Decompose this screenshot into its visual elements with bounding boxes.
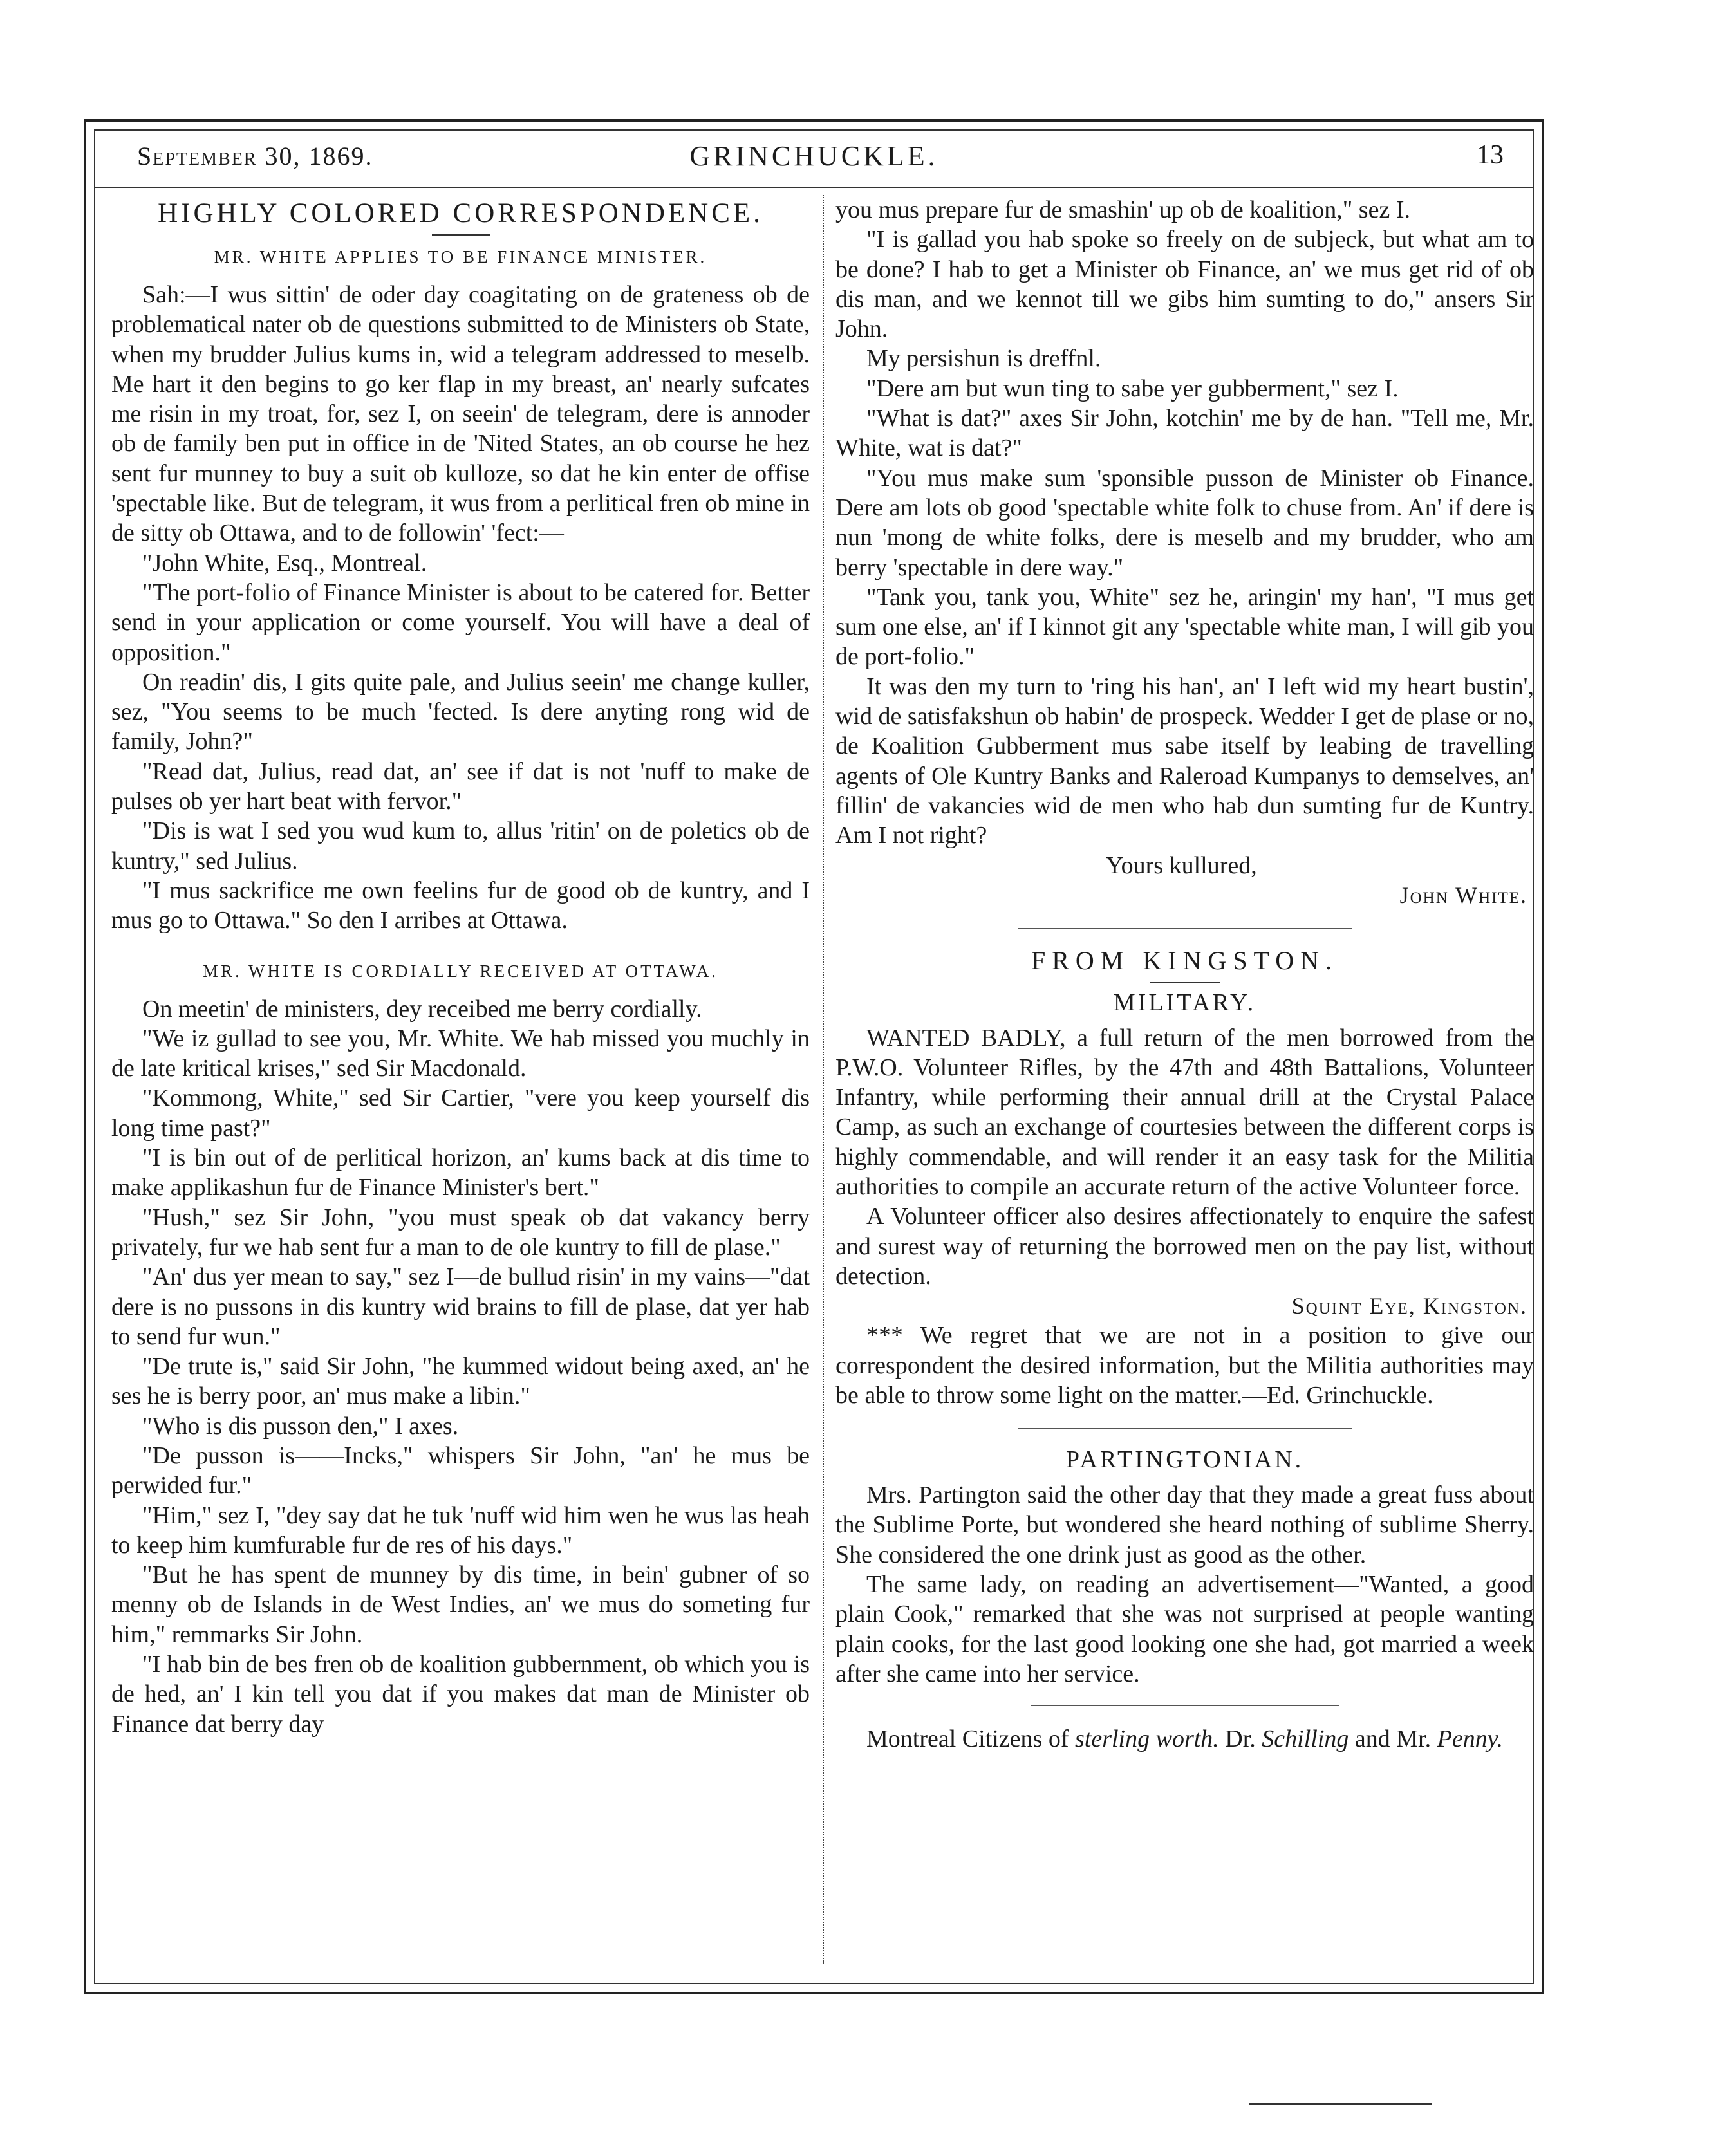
kingston-title: FROM KINGSTON. [1031,945,1339,975]
page-frame [84,119,1544,1994]
masthead [95,131,1533,189]
publication-title: GRINCHUCKLE. [689,140,938,172]
montreal-italic-schilling: Schilling [1262,1725,1349,1753]
partingtonian-paragraph: The same lady, on reading an advertisement—"Wanted, a good plain Cook," remarked that she was not surprised at people wanting plain cooks, for the last good looking one she had, got married a week after she came into her service. [835,1570,1534,1687]
montreal-citizens-paragraph [835,1724,1534,1754]
article1-paragraph: "I mus sackrifice me own feelins fur de good ob de kuntry, and I mus go to Ottawa." So den I arribes at Ottawa. [111,877,810,934]
continuation-paragraph: "Dere am but wun ting to sabe yer gubberment," sez I. [866,375,1399,402]
article1-paragraph: "Read dat, Julius, read dat, an' see if dat is not 'nuff to make de pulses ob yer hart beat with fervor." [111,757,810,815]
editor-note: *** We regret that we are not in a position to give our correspondent the desired information, but the Militia authorities may be able to throw some light on the matter.—Ed. Grinchuckle. [835,1322,1534,1409]
partingtonian-paragraph: Mrs. Partington said the other day that they made a great fuss about the Sublime Porte, but wondered she heard nothing of sublime Sherry. She considered the one drink just as good as the other. [835,1481,1534,1568]
kingston-title-rule [1150,982,1220,983]
partingtonian-title: PARTINGTONIAN. [1065,1446,1304,1474]
article2-paragraph: "Hush," sez Sir John, "you must speak ob dat vakancy berry privately, fur we hab sent fur a man to de ole kuntry to fill de plase." [111,1203,810,1261]
continuation-paragraph: "You mus make sum 'sponsible pusson de Minister ob Finance. Dere am lots ob good 'spectable white folk to chuse from. An' if dere is nun 'mong de white folks, dere is meselb and my brudder, who am berry 'spectable in dere way." [835,464,1534,581]
kingston-subtitle: MILITARY. [1113,989,1256,1016]
article1-paragraph: "John White, Esq., Montreal. [142,549,427,577]
article1-paragraph: Sah:—I wus sittin' de oder day coagitating on de grateness ob de problematical nater ob de questions submitted to de Ministers ob State, when my brudder Julius kums in, wid a telegram addressed to meselb. Me hart it den begins to go ker flap in my breast, an' nearly sufcates me risin in my troat, for, sez I, on seein' de telegram, dere is annoder ob de family ben put in office in de 'Nited States, an ob course he hez sent fur munney to buy a suit ob kulloze, so dat he kin enter de offise 'spectable like. But de telegram, it wus from a perlitical fren ob mine in de sitty ob Ottawa, and to de followin' 'fect:— [111,281,810,547]
right-column [835,195,1534,1964]
section-divider [1018,1427,1352,1429]
article2-paragraph: "I hab bin de bes fren ob de koalition gubbernment, ob which you is de hed, an' I kin tell you dat if you makes dat man de Minister ob Finance dat berry day [111,1651,810,1738]
headline-rule [432,234,490,236]
continuation-paragraph: you mus prepare fur de smashin' up ob de koalition," sez I. [835,196,1410,223]
subhead-applies: MR. WHITE APPLIES TO BE FINANCE MINISTER. [214,247,707,266]
continuation-paragraph: "I is gallad you hab spoke so freely on de subjeck, but what am to be done? I hab to get a Minister ob Finance, an' we mus get rid of ob dis man, and we kennot till we gibs him sumting to do," ansers Sir John. [835,226,1534,343]
issue-date: September 30, 1869. [137,142,373,171]
subhead-received: MR. WHITE IS CORDIALLY RECEIVED AT OTTAWA. [203,961,718,981]
article2-paragraph: "De pusson is——Incks," whispers Sir John, "an' he mus be perwided fur." [111,1442,810,1500]
article1-paragraph: "The port-folio of Finance Minister is about to be catered for. Better send in your application or come yourself. You will have a deal of opposition." [111,579,810,666]
signature-john-white: John White. [1399,882,1527,908]
page-number: 13 [1477,140,1504,170]
article2-paragraph: "De trute is," said Sir John, "he kummed widout being axed, an' he ses he is berry poor, an' mus make a libin." [111,1353,810,1410]
column-divider [823,195,824,1964]
kingston-paragraph: A Volunteer officer also desires affectionately to enquire the safest and surest way of returning the borrowed men on the pay list, without detection. [835,1203,1534,1290]
continuation-paragraph: "Tank you, tank you, White" sez he, aringin' my han', "I mus get sum one else, an' if I kinnot git any 'spectable white man, I will gib you de port-folio." [835,583,1534,671]
article2-paragraph: "We iz gullad to see you, Mr. White. We hab missed you muchly in de late kritical krises," sed Sir Macdonald. [111,1025,810,1082]
article2-paragraph: "Him," sez I, "dey say dat he tuk 'nuff wid him wen he wus las heah to keep him kumfurable fur de res of his days." [111,1501,810,1559]
montreal-text: and Mr. [1349,1725,1437,1753]
left-column [111,195,810,1964]
article2-paragraph: "Who is dis pusson den," I axes. [142,1412,459,1440]
montreal-italic-sterling: sterling worth. [1074,1725,1219,1753]
article2-paragraph: "Kommong, White," sed Sir Cartier, "vere you keep yourself dis long time past?" [111,1084,810,1142]
kingston-paragraph: WANTED BADLY, a full return of the men borrowed from the P.W.O. Volunteer Rifles, by the 47th and 48th Battalions, Volunteer Infantry, while performing their annual drill at the Crystal Palace Camp, as such an exchange of courtesies between the different corps is highly commendable, and will render it an easy task for the Militia authorities to compile an accurate return of the active Volunteer force. [835,1024,1534,1201]
signature-squint-eye: Squint Eye, Kingston. [1291,1293,1527,1319]
article2-paragraph: "But he has spent de munney by dis time, in bein' gubner of so menny ob de Islands in de West Indies, an' we mus do someting fur him," remmarks Sir John. [111,1561,810,1648]
montreal-text: Dr. [1218,1725,1262,1753]
montreal-italic-penny: Penny. [1437,1725,1503,1753]
continuation-paragraph: "What is dat?" axes Sir John, kotchin' me by de han. "Tell me, Mr. White, wat is dat?" [835,405,1534,462]
article1-paragraph: "Dis is wat I sed you wud kum to, allus 'ritin' on de poletics ob de kuntry," sed Julius. [111,817,810,875]
headline-correspondence: HIGHLY COLORED CORRESPONDENCE. [158,198,763,228]
section-divider [1031,1705,1339,1707]
article2-paragraph: "I is bin out of de perlitical horizon, an' kums back at dis time to make applikashun fur de Finance Minister's bert." [111,1144,810,1202]
bottom-stray-rule [1249,2103,1432,2105]
montreal-text: Montreal Citizens of [866,1725,1075,1753]
article2-paragraph: On meetin' de ministers, dey receibed me berry cordially. [142,995,702,1023]
article1-paragraph: On readin' dis, I gits quite pale, and Julius seein' me change kuller, sez, "You seems to be much 'fected. Is dere anyting rong wid de family, John?" [111,668,810,756]
inner-frame [94,129,1534,1984]
continuation-paragraph: It was den my turn to 'ring his han', an' I left wid my heart bustin', wid de satisfakshun ob habin' de prospeck. Wedder I get de plase or no, de Koalition Gubberment mus sabe itself by leabing de travelling agents of Ole Kuntry Banks and Raleroad Kumpanys to demselves, an' fillin' de vakancies wid de men who hab dun sumting fur de Kuntry. Am I not right? [835,673,1534,850]
section-divider [1018,927,1352,929]
letter-closing: Yours kullured, [1106,851,1257,879]
article2-paragraph: "An' dus yer mean to say," sez I—de bullud risin' in my vains—"dat dere is no pussons in dis kuntry wid brains to fill de plase, dat yer hab to send fur wun." [111,1263,810,1350]
continuation-paragraph: My persishun is dreffnl. [866,345,1101,373]
